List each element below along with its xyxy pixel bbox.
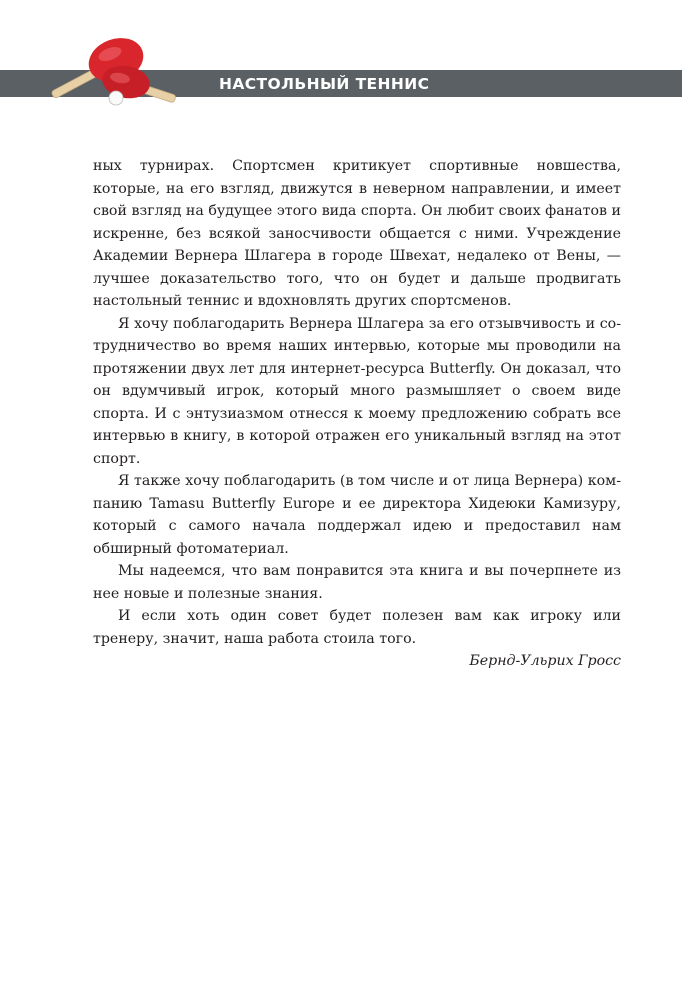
paragraph: И если хоть один совет будет полезен вам как игроку или тренеру, значит, наша работа стоила того. <box>93 608 621 647</box>
body-text <box>93 155 621 673</box>
paragraph: Я хочу поблагодарить Вернера Шлагера за его отзывчивость и сотрудничество во время наших интервью, которые мы проводили на протяжении двух лет для интернет-ресурса Butterfly. Он доказал, что он вдумчивый игрок, который много размышляет о своем виде спорта. И с энтузиазмом отнесся к моему предложению собрать все интервью в книгу, в которой отражен его уникальный взгляд на этот спорт. <box>93 315 621 467</box>
paragraph: Я также хочу поблагодарить (в том числе и от лица Вернера) компанию Tamasu Butterfly Europe и ее директора Хидеюки Камизуру, который с самого начала поддержал идею и предоставил нам обширный фотоматериал. <box>93 473 621 557</box>
paragraph: ных турнирах. Спортсмен критикует спортивные новшества, которые, на его взгляд, движутся в неверном направлении, и имеет свой взгляд на будущее этого вида спорта. Он любит своих фанатов и искренне, без всякой заносчивости общается с ними. Учреждение Академии Вернера Шлагера в городе Швехат, недалеко от Вены, — лучшее доказательство того, что он будет и дальше продвигать настольный теннис и вдохновлять других спортсменов. <box>93 158 621 309</box>
paragraph: Мы надеемся, что вам понравится эта книга и вы почерпнете из нее новые и полезные знания. <box>93 563 621 602</box>
section-title: НАСТОЛЬНЫЙ ТЕННИС <box>219 75 430 93</box>
ball-icon <box>109 91 123 105</box>
ping-pong-paddles-icon <box>40 34 180 110</box>
author-signature: Бернд-Ульрих Гросс <box>469 653 621 669</box>
